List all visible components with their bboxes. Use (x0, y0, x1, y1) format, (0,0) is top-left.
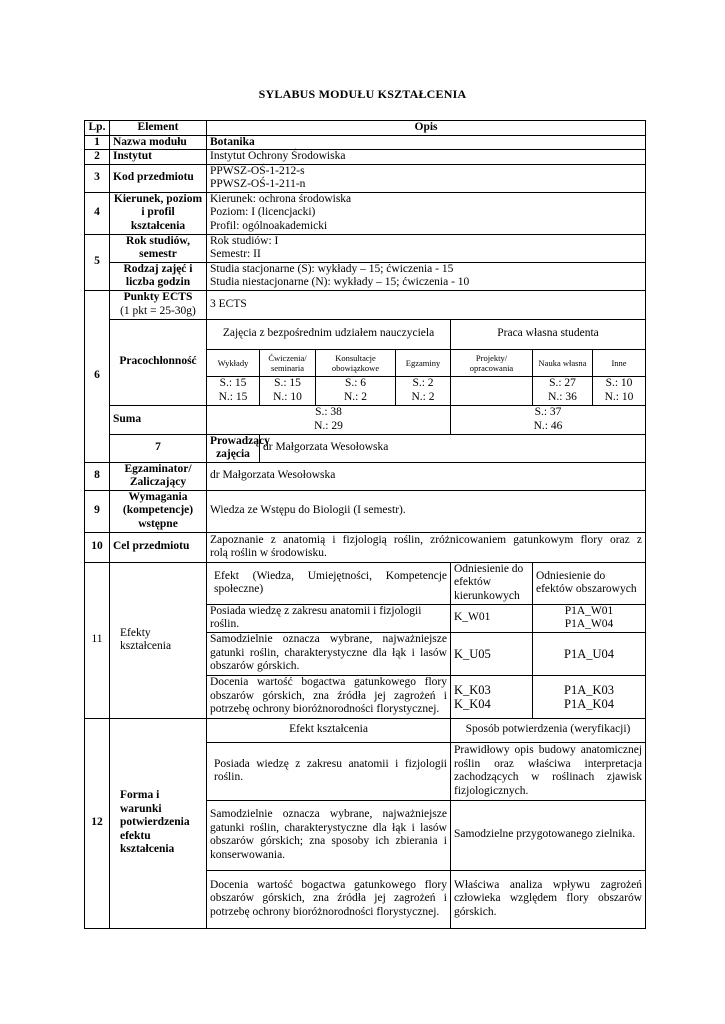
table-row (85, 490, 646, 532)
col-self-study: Nauka własna (533, 349, 593, 376)
header-opis: Opis (207, 121, 646, 136)
row-number: 1 (85, 135, 110, 150)
document-title: SYLABUS MODUŁU KSZTAŁCENIA (258, 87, 467, 101)
verification-header-row (85, 718, 646, 742)
table-row (85, 135, 646, 150)
col-consultations: Konsultacje obowiązkowe (316, 349, 396, 376)
year-of-study: Rok studiów: I (210, 234, 279, 247)
effect-text: Docenia wartość bogactwa gatunkowego flory obszarów górskich, zna źródła jej zagrożeń i potrzebę ochrony bioróżnorodności florystycznej. (207, 675, 451, 718)
row-number: 9 (85, 490, 110, 532)
row-value (207, 262, 646, 290)
row-label: Rodzaj zajęć i liczba godzin (110, 262, 207, 290)
col-lectures: Wykłady (207, 349, 260, 376)
table-row (85, 262, 646, 290)
effect-obsz: P1A_U04 (533, 632, 646, 675)
row-value (207, 234, 646, 262)
row-label: Kod przedmiotu (110, 164, 207, 192)
row-value (207, 192, 646, 234)
study-profile: Profil: ogólnoakademicki (210, 219, 328, 232)
row-value: dr Małgorzata Wesołowska (207, 462, 646, 490)
contact-header: Zajęcia z bezpośrednim udziałem nauczyciela (207, 319, 451, 349)
effects-header-row (85, 562, 646, 604)
col-other: Inne (593, 349, 646, 376)
row-number: 2 (85, 150, 110, 165)
effects-header-obsz: Odniesienie do efektów obszarowych (533, 562, 646, 604)
row-number: 4 (85, 192, 110, 234)
col-exercises: Ćwiczenia/ seminaria (260, 349, 316, 376)
table-row (85, 234, 646, 262)
hours-extramural: Studia niestacjonarne (N): wykłady – 15; ćwiczenia - 10 (210, 276, 470, 288)
row-value: Botanika (207, 135, 646, 150)
workload-sum (85, 405, 646, 434)
code-stationary: PPWSZ-OŚ-1-212-s (210, 164, 305, 177)
workload-label: Pracochłonność (110, 319, 207, 405)
row-number: 5 (85, 234, 110, 290)
field-of-study: Kierunek: ochrona środowiska (210, 192, 352, 205)
col-projects: Projekty/ opracowania (451, 349, 533, 376)
code-extramural: PPWSZ-OŚ-1-211-n (210, 178, 306, 190)
row-label: Cel przedmiotu (110, 532, 207, 562)
verification-method: Właściwa analiza wpływu zagrożeń człowieka względem flory obszarów górskich. (451, 870, 646, 928)
table-row (85, 164, 646, 192)
table-header-row (85, 121, 646, 136)
row-label: Wymagania (kompetencje) wstępne (110, 490, 207, 532)
value-self-study: S.: 27 N.: 36 (533, 376, 593, 405)
row-value: Wiedza ze Wstępu do Biologii (I semestr). (207, 490, 646, 532)
row-label: Prowadzący zajęcia (207, 434, 260, 462)
row-value: Instytut Ochrony Środowiska (207, 150, 646, 165)
col-exams: Egzaminy (396, 349, 451, 376)
row-number: 12 (85, 718, 110, 928)
study-level: Poziom: I (licencjacki) (210, 206, 316, 219)
sum-contact: S.: 38 N.: 29 (207, 405, 451, 434)
self-study-header: Praca własna studenta (451, 319, 646, 349)
ects-label: Punkty ECTS (123, 291, 193, 303)
goal-line-1: Zapoznanie z anatomią i fizjologią roślin, zróżnicowaniem gatunkowym flory oraz z (210, 533, 643, 546)
row-number: 11 (85, 562, 110, 718)
goal-line-2: rolą roślin w środowisku. (210, 547, 327, 559)
row-label: Egzaminator/ Zaliczający (110, 462, 207, 490)
effect-obsz: P1A_W01 P1A_W04 (533, 604, 646, 632)
verification-effect: Posiada wiedzę z zakresu anatomii i fizjologii roślin. (207, 742, 451, 800)
row-label: Nazwa modułu (110, 135, 207, 150)
verification-method: Samodzielne przygotowanego zielnika. (451, 800, 646, 870)
verification-effect: Samodzielnie oznacza wybrane, najważniejsze gatunki roślin, charakterystyczne dla łąk i lasów obszarów górskich; zna sposoby ich zbierania i konserwowania. (207, 800, 451, 870)
table-row (85, 532, 646, 562)
table-row (85, 462, 646, 490)
value-exams: S.: 2 N.: 2 (396, 376, 451, 405)
row-number: 6 (85, 290, 110, 462)
row-value (207, 164, 646, 192)
row-label: Efekty kształcenia (110, 562, 207, 718)
syllabus-table (84, 120, 646, 929)
workload-group-header (85, 319, 646, 349)
effects-header-effect: Efekt (Wiedza, Umiejętności, Kompetencje społeczne) (207, 562, 451, 604)
effect-text: Samodzielnie oznacza wybrane, najważniejsze gatunki roślin, charakterystyczne dla łąk i lasów obszarów górskich. (207, 632, 451, 675)
row-value (207, 532, 646, 562)
header-lp: Lp. (85, 121, 110, 136)
verification-header-method: Sposób potwierdzenia (weryfikacji) (451, 718, 646, 742)
verification-header-effect: Efekt kształcenia (207, 718, 451, 742)
effect-kier: K_U05 (451, 632, 533, 675)
ects-sub: (1 pkt = 25-30g) (120, 304, 196, 317)
row-number: 7 (110, 434, 207, 462)
effect-kier: K_W01 (451, 604, 533, 632)
row-label: Rok studiów, semestr (110, 234, 207, 262)
value-lectures: S.: 15 N.: 15 (207, 376, 260, 405)
hours-stationary: Studia stacjonarne (S): wykłady – 15; ćwiczenia - 15 (210, 262, 454, 275)
table-row (85, 290, 646, 319)
effect-text: Posiada wiedzę z zakresu anatomii i fizjologii roślin. (207, 604, 451, 632)
ects-value: 3 ECTS (207, 290, 646, 319)
semester: Semestr: II (210, 248, 261, 260)
value-exercises: S.: 15 N.: 10 (260, 376, 316, 405)
sum-label: Suma (110, 405, 207, 434)
row-label: Forma i warunki potwierdzenia efektu kształcenia (110, 718, 207, 928)
effect-kier: K_K03 K_K04 (451, 675, 533, 718)
effects-header-kier: Odniesienie do efektów kierunkowych (451, 562, 533, 604)
row-label: Kierunek, poziom i profil kształcenia (110, 192, 207, 234)
sum-self-study: S.: 37 N.: 46 (451, 405, 646, 434)
verification-method: Prawidłowy opis budowy anatomicznej roślin oraz właściwa interpretacja zachodzących w roślinach zjawisk fizjologicznych. (451, 742, 646, 800)
table-row (85, 150, 646, 165)
row-label: Instytut (110, 150, 207, 165)
header-element: Element (110, 121, 207, 136)
value-projects (451, 376, 533, 405)
row-number: 8 (85, 462, 110, 490)
effect-obsz: P1A_K03 P1A_K04 (533, 675, 646, 718)
verification-effect: Docenia wartość bogactwa gatunkowego flory obszarów górskich, zna źródła jej zagrożeń i potrzebę ochrony bioróżnorodności florystycznej. (207, 870, 451, 928)
row-label (110, 290, 207, 319)
value-consultations: S.: 6 N.: 2 (316, 376, 396, 405)
table-row (85, 434, 646, 462)
row-value: dr Małgorzata Wesołowska (260, 434, 646, 462)
value-other: S.: 10 N.: 10 (593, 376, 646, 405)
row-number: 3 (85, 164, 110, 192)
row-number: 10 (85, 532, 110, 562)
table-row (85, 192, 646, 234)
